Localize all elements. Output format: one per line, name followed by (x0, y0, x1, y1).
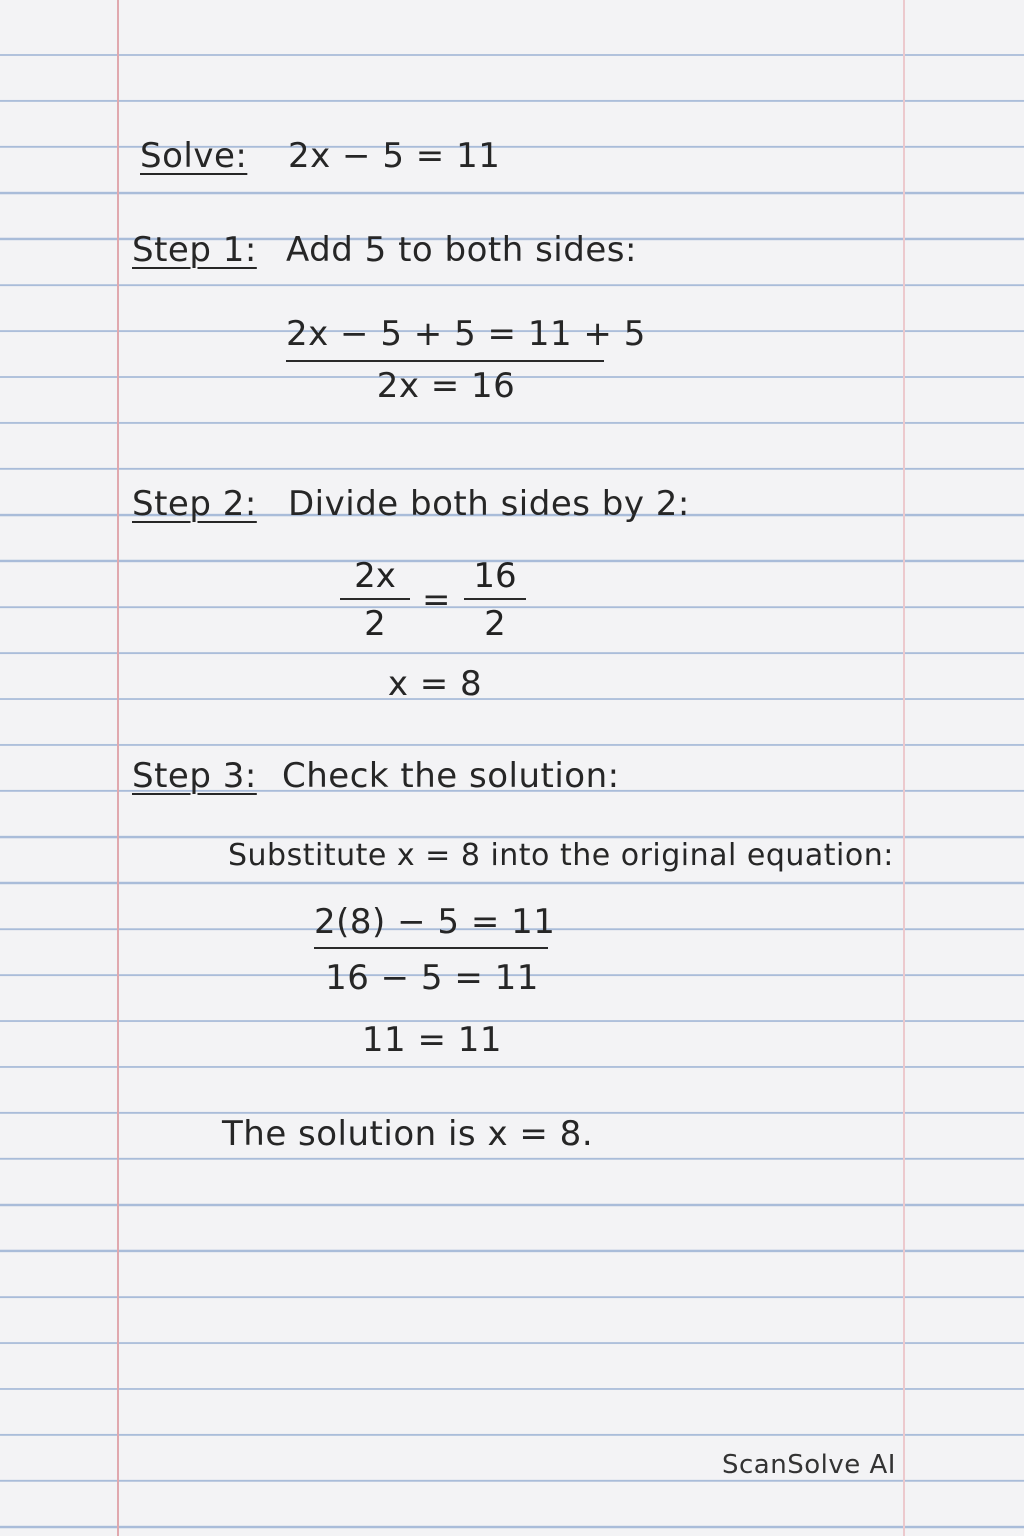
problem-equation: 2x − 5 = 11 (288, 136, 501, 176)
watermark-logo: ScanSolve AI (722, 1450, 896, 1480)
check-separator (314, 947, 548, 949)
step1-equation-line2: 2x = 16 (376, 366, 516, 406)
check-line2: 16 − 5 = 11 (325, 958, 539, 998)
step2-result: x = 8 (387, 664, 483, 704)
left-numerator: 2x (340, 556, 410, 600)
step2-text: Divide both sides by 2: (288, 484, 690, 524)
right-fraction (464, 556, 526, 644)
right-margin-line (903, 0, 905, 1536)
step3-text: Check the solution: (282, 756, 620, 796)
step1-text: Add 5 to both sides: (286, 230, 637, 270)
right-denominator: 2 (484, 604, 506, 644)
fraction-equals: = (422, 580, 451, 620)
substitute-text: Substitute x = 8 into the original equation: (228, 838, 894, 873)
step1-separator (286, 360, 604, 362)
right-numerator: 16 (464, 556, 526, 600)
left-denominator: 2 (364, 604, 386, 644)
check-line3: 11 = 11 (361, 1020, 503, 1060)
left-margin-line (117, 0, 119, 1536)
left-fraction (340, 556, 410, 644)
step1-equation-line1: 2x − 5 + 5 = 11 + 5 (286, 314, 646, 354)
step3-label: Step 3: (132, 756, 257, 796)
step2-label: Step 2: (132, 484, 257, 524)
check-line1: 2(8) − 5 = 11 (314, 902, 556, 942)
solve-label: Solve: (140, 136, 248, 176)
step1-label: Step 1: (132, 230, 257, 270)
conclusion-text: The solution is x = 8. (222, 1114, 594, 1154)
